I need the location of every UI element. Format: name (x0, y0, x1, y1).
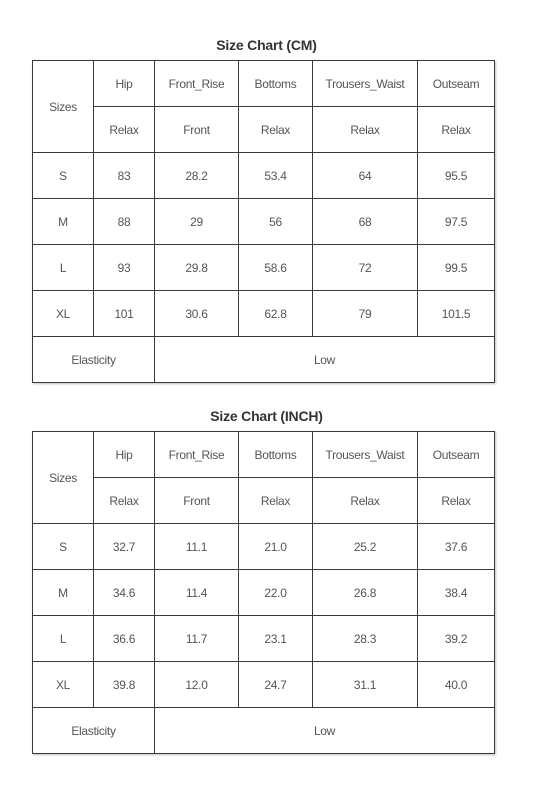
size-cell: XL (33, 291, 94, 337)
table-cell: 12.0 (155, 662, 239, 708)
table-cell: 38.4 (418, 570, 495, 616)
subheader-cell: Relax (239, 107, 313, 153)
table-cell: 32.7 (94, 524, 155, 570)
size-cell: L (33, 245, 94, 291)
elasticity-label: Elasticity (33, 708, 155, 754)
size-table-inch (32, 431, 495, 754)
table-cell: 101.5 (418, 291, 495, 337)
chart-title-inch: Size Chart (INCH) (210, 408, 323, 424)
subheader-cell: Relax (94, 478, 155, 524)
subheader-cell: Relax (418, 107, 495, 153)
elasticity-row (33, 337, 495, 383)
table-cell: 56 (239, 199, 313, 245)
elasticity-row (33, 708, 495, 754)
elasticity-value: Low (155, 337, 495, 383)
table-row (33, 616, 495, 662)
size-table-cm (32, 60, 495, 383)
header-front-rise: Front_Rise (155, 432, 239, 478)
subheader-cell: Relax (94, 107, 155, 153)
table-cell: 22.0 (239, 570, 313, 616)
size-cell: M (33, 199, 94, 245)
header-outseam: Outseam (418, 61, 495, 107)
header-sizes: Sizes (33, 432, 94, 524)
subheader-cell: Relax (418, 478, 495, 524)
table-cell: 28.2 (155, 153, 239, 199)
table-cell: 101 (94, 291, 155, 337)
table-row (33, 199, 495, 245)
table-cell: 79 (313, 291, 418, 337)
header-sizes: Sizes (33, 61, 94, 153)
subheader-row (33, 478, 495, 524)
size-cell: L (33, 616, 94, 662)
table-cell: 21.0 (239, 524, 313, 570)
table-cell: 97.5 (418, 199, 495, 245)
chart-title-cm: Size Chart (CM) (216, 37, 317, 53)
table-cell: 93 (94, 245, 155, 291)
header-bottoms: Bottoms (239, 432, 313, 478)
table-cell: 58.6 (239, 245, 313, 291)
table-cell: 31.1 (313, 662, 418, 708)
table-cell: 68 (313, 199, 418, 245)
table-cell: 53.4 (239, 153, 313, 199)
table-cell: 11.1 (155, 524, 239, 570)
table-cell: 37.6 (418, 524, 495, 570)
elasticity-label: Elasticity (33, 337, 155, 383)
table-cell: 64 (313, 153, 418, 199)
table-cell: 39.8 (94, 662, 155, 708)
table-row (33, 524, 495, 570)
table-cell: 11.4 (155, 570, 239, 616)
header-row (33, 61, 495, 107)
size-cell: XL (33, 662, 94, 708)
size-chart-inch (0, 401, 533, 738)
header-front-rise: Front_Rise (155, 61, 239, 107)
header-hip: Hip (94, 61, 155, 107)
table-cell: 23.1 (239, 616, 313, 662)
table-cell: 34.6 (94, 570, 155, 616)
subheader-cell: Front (155, 478, 239, 524)
size-cell: S (33, 524, 94, 570)
table-cell: 62.8 (239, 291, 313, 337)
table-cell: 28.3 (313, 616, 418, 662)
subheader-cell: Relax (313, 107, 418, 153)
header-bottoms: Bottoms (239, 61, 313, 107)
header-trousers-waist: Trousers_Waist (313, 432, 418, 478)
elasticity-value: Low (155, 708, 495, 754)
header-row (33, 432, 495, 478)
table-row (33, 570, 495, 616)
table-cell: 25.2 (313, 524, 418, 570)
table-cell: 88 (94, 199, 155, 245)
subheader-cell: Front (155, 107, 239, 153)
size-chart-cm (0, 30, 533, 367)
table-cell: 30.6 (155, 291, 239, 337)
table-cell: 36.6 (94, 616, 155, 662)
size-cell: S (33, 153, 94, 199)
table-cell: 99.5 (418, 245, 495, 291)
header-trousers-waist: Trousers_Waist (313, 61, 418, 107)
header-outseam: Outseam (418, 432, 495, 478)
table-cell: 11.7 (155, 616, 239, 662)
table-cell: 39.2 (418, 616, 495, 662)
subheader-cell: Relax (239, 478, 313, 524)
subheader-cell: Relax (313, 478, 418, 524)
table-row (33, 153, 495, 199)
table-cell: 29.8 (155, 245, 239, 291)
table-cell: 95.5 (418, 153, 495, 199)
table-row (33, 291, 495, 337)
table-cell: 29 (155, 199, 239, 245)
header-hip: Hip (94, 432, 155, 478)
table-cell: 40.0 (418, 662, 495, 708)
table-cell: 24.7 (239, 662, 313, 708)
table-cell: 26.8 (313, 570, 418, 616)
table-row (33, 245, 495, 291)
size-cell: M (33, 570, 94, 616)
table-row (33, 662, 495, 708)
table-cell: 72 (313, 245, 418, 291)
table-cell: 83 (94, 153, 155, 199)
subheader-row (33, 107, 495, 153)
